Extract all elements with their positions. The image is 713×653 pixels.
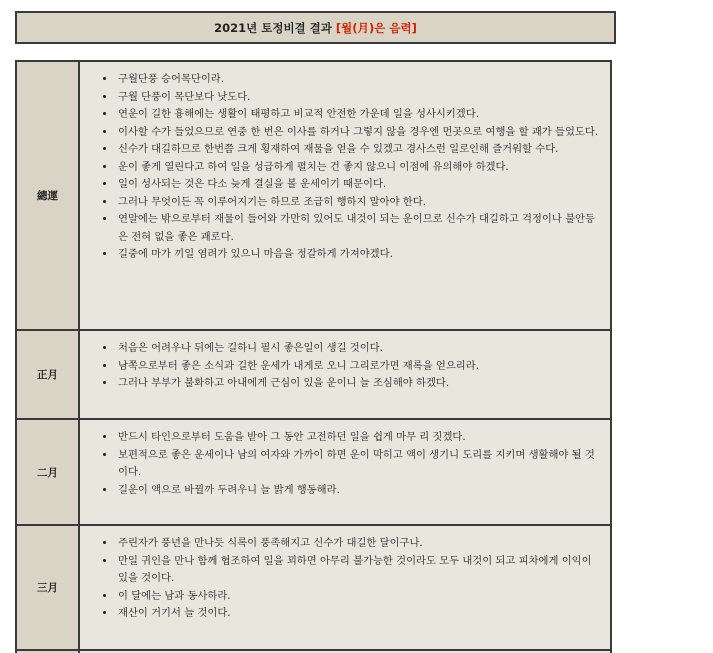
lunar-month-note: [월(月)은 음력] — [335, 20, 417, 35]
result-title-bar — [15, 11, 616, 44]
list-item: • 남쪽으로부터 좋은 소식과 길한 운세가 내게로 오니 그리로가면 재록을 얻으리라. — [116, 358, 602, 376]
row-label: 二月 — [17, 420, 80, 524]
list-item: • 이사할 수가 들었으므로 연중 한 번은 이사를 하거나 그렇지 않을 경우엔 먼곳으로 여행을 할 괘가 들었도다. — [116, 124, 602, 142]
list-item: • 운이 좋게 열린다고 하여 일을 성급하게 펼치는 건 좋지 않으니 이점에 유의해야 하겠다. — [116, 159, 602, 177]
list-item: • 주린자가 풍년을 만나듯 식록이 풍족해지고 신수가 대길한 달이구나. — [116, 535, 602, 553]
list-item: • 일이 성사되는 것은 다소 늦게 결실을 볼 운세이기 때문이다. — [116, 176, 602, 194]
list-item: • 보편적으로 좋은 운세이나 남의 여자와 가까이 하면 운이 막히고 액이 생기니 도리를 지키며 생활해야 될 것이다. — [116, 447, 602, 482]
fortune-list — [92, 429, 602, 499]
fortune-table — [15, 60, 612, 653]
list-item: • 그러나 부부가 불화하고 아내에게 근심이 있을 운이니 늘 조심해야 하겠다. — [116, 375, 602, 393]
result-title: 2021년 토정비결 결과 — [214, 20, 332, 35]
fortune-row-month-3 — [17, 526, 610, 651]
list-item: • 처음은 어려우나 뒤에는 길하니 필시 좋은일이 생길 것이다. — [116, 340, 602, 358]
row-content — [80, 420, 610, 524]
list-item: • 구월 단풍이 목단보다 낫도다. — [116, 89, 602, 107]
list-item: • 그러나 무엇이든 꼭 이루어지기는 하므로 조급히 행하지 말아야 한다. — [116, 194, 602, 212]
fortune-row-month-2 — [17, 420, 610, 526]
fortune-list — [92, 71, 602, 264]
row-label: 三月 — [17, 526, 80, 649]
list-item: • 구월단풍 승어목단이라. — [116, 71, 602, 89]
list-item: • 연운이 길한 흉해에는 생활이 태평하고 비교적 안전한 가운데 일을 성사시키겠다. — [116, 106, 602, 124]
list-item: • 재산이 거기서 늘 것이다. — [116, 605, 602, 623]
fortune-list — [92, 535, 602, 623]
row-content — [80, 331, 610, 418]
row-content — [80, 526, 610, 649]
row-label: 總運 — [17, 62, 80, 329]
list-item: • 만일 귀인을 만나 함께 협조하여 일을 꾀하면 아무리 불가능한 것이라도 모두 내것이 되고 피차에게 이익이 있을 것이다. — [116, 553, 602, 588]
list-item: • 길운이 액으로 바뀔까 두려우니 늘 밝게 행동해라. — [116, 482, 602, 500]
fortune-list — [92, 340, 602, 393]
list-item: • 이 달에는 남과 동사하라. — [116, 588, 602, 606]
list-item: • 연말에는 밖으로부터 재물이 들어와 가만히 있어도 내것이 되는 운이므로 신수가 대길하고 걱정이나 불안등은 전혀 없을 좋은 괘로다. — [116, 211, 602, 246]
list-item: • 신수가 대길하므로 한번쯤 크게 횡재하여 재물을 얻을 수 있겠고 경사스런 일로인해 즐거워할 수다. — [116, 141, 602, 159]
list-item: • 반드시 타인으로부터 도움을 받아 그 동안 고전하던 일을 쉽게 마무 리 짓겠다. — [116, 429, 602, 447]
list-item: • 길중에 마가 끼일 염려가 있으니 마음을 정갈하게 가져야겠다. — [116, 246, 602, 264]
fortune-row-overall — [17, 62, 610, 331]
fortune-row-month-1 — [17, 331, 610, 420]
row-content — [80, 62, 610, 329]
row-label: 正月 — [17, 331, 80, 418]
